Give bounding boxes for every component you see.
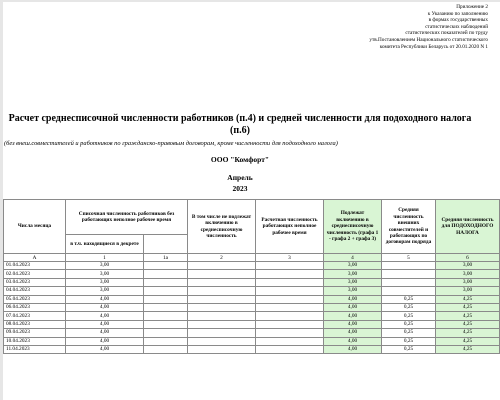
headcount-table [3, 199, 500, 354]
income-tax-cell[interactable]: 4,25 [436, 337, 500, 345]
included-cell[interactable]: 4,00 [324, 312, 382, 320]
table-row [4, 320, 500, 328]
date-cell[interactable]: 04.04.2023 [4, 287, 66, 295]
on-leave-cell[interactable] [144, 287, 188, 295]
list-count-cell[interactable]: 3,00 [66, 270, 144, 278]
external-cell[interactable] [382, 278, 436, 286]
header-list-count: Списочная численность работников без работающих неполное рабочее время [66, 200, 188, 235]
part-time-cell[interactable] [256, 303, 324, 311]
included-cell[interactable]: 4,00 [324, 303, 382, 311]
table-row [4, 295, 500, 303]
table-row [4, 270, 500, 278]
header-income-tax: Средняя численность для ПОДОХОДНОГО НАЛОГА [436, 200, 500, 254]
table-row [4, 303, 500, 311]
part-time-cell[interactable] [256, 312, 324, 320]
date-cell[interactable]: 09.04.2023 [4, 329, 66, 337]
appendix-line: в формах государственных [428, 17, 488, 24]
external-cell[interactable] [382, 287, 436, 295]
col-number: 3 [256, 254, 324, 262]
excluded-cell[interactable] [188, 320, 256, 328]
date-cell[interactable]: 03.04.2023 [4, 278, 66, 286]
appendix-line: Приложение 2 [456, 4, 488, 10]
included-cell[interactable]: 4,00 [324, 320, 382, 328]
external-cell[interactable]: 0,25 [382, 329, 436, 337]
report-subtitle: (без внеш.совместителей и работников по гражданско-правовым договорам, кроме численности для подоходного налога) [4, 140, 338, 147]
excluded-cell[interactable] [188, 287, 256, 295]
part-time-cell[interactable] [256, 278, 324, 286]
external-cell[interactable]: 0,25 [382, 295, 436, 303]
date-cell[interactable]: 10.04.2023 [4, 337, 66, 345]
on-leave-cell[interactable] [144, 278, 188, 286]
income-tax-cell[interactable]: 3,00 [436, 278, 500, 286]
part-time-cell[interactable] [256, 329, 324, 337]
part-time-cell[interactable] [256, 270, 324, 278]
appendix-line: статистических наблюдений [425, 23, 488, 30]
list-count-cell[interactable]: 4,00 [66, 320, 144, 328]
date-cell[interactable]: 02.04.2023 [4, 270, 66, 278]
header-on-leave: в т.ч. находящиеся в декрете [66, 235, 144, 254]
external-cell[interactable]: 0,25 [382, 303, 436, 311]
included-cell[interactable]: 3,00 [324, 262, 382, 270]
on-leave-cell[interactable] [144, 312, 188, 320]
header-date: Числа месяца [4, 200, 66, 254]
external-cell[interactable]: 0,25 [382, 320, 436, 328]
report-month: Апрель [227, 173, 253, 182]
external-cell[interactable]: 0,25 [382, 337, 436, 345]
list-count-cell[interactable]: 4,00 [66, 312, 144, 320]
excluded-cell[interactable] [188, 337, 256, 345]
income-tax-cell[interactable]: 4,25 [436, 295, 500, 303]
appendix-line: к Указанию по заполнению [427, 10, 488, 17]
part-time-cell[interactable] [256, 295, 324, 303]
appendix-line: комитета Республики Беларусь от 20.01.2020 N 1 [379, 43, 488, 50]
list-count-cell[interactable]: 4,00 [66, 303, 144, 311]
date-cell[interactable]: 01.04.2023 [4, 262, 66, 270]
excluded-cell[interactable] [188, 278, 256, 286]
income-tax-cell[interactable]: 3,00 [436, 262, 500, 270]
appendix-line: статистических показателей по труду [405, 30, 488, 37]
included-cell[interactable]: 4,00 [324, 295, 382, 303]
list-count-cell[interactable]: 4,00 [66, 345, 144, 353]
table-row [4, 329, 500, 337]
date-cell[interactable]: 05.04.2023 [4, 295, 66, 303]
date-cell[interactable]: 07.04.2023 [4, 312, 66, 320]
income-tax-cell[interactable]: 4,25 [436, 303, 500, 311]
date-cell[interactable]: 08.04.2023 [4, 320, 66, 328]
list-count-cell[interactable]: 3,00 [66, 278, 144, 286]
table-row [4, 337, 500, 345]
table-row [4, 345, 500, 353]
included-cell[interactable]: 3,00 [324, 287, 382, 295]
excluded-cell[interactable] [188, 295, 256, 303]
external-cell[interactable]: 0,25 [382, 312, 436, 320]
col-number: 5 [382, 254, 436, 262]
included-cell[interactable]: 4,00 [324, 337, 382, 345]
table-row [4, 278, 500, 286]
income-tax-cell[interactable]: 4,25 [436, 320, 500, 328]
col-number: 2 [188, 254, 256, 262]
part-time-cell[interactable] [256, 320, 324, 328]
appendix-line: утв.Постановлением Национального статистического [369, 36, 488, 43]
excluded-cell[interactable] [188, 329, 256, 337]
sheet-top-gridline [0, 0, 500, 2]
report-year: 2023 [232, 184, 248, 193]
on-leave-cell[interactable] [144, 337, 188, 345]
on-leave-cell[interactable] [144, 320, 188, 328]
excluded-cell[interactable] [188, 270, 256, 278]
on-leave-cell[interactable] [144, 295, 188, 303]
list-count-cell[interactable]: 3,00 [66, 262, 144, 270]
list-count-cell[interactable]: 4,00 [66, 295, 144, 303]
part-time-cell[interactable] [256, 337, 324, 345]
income-tax-cell[interactable]: 4,25 [436, 312, 500, 320]
table-row [4, 262, 500, 270]
list-count-cell[interactable]: 4,00 [66, 337, 144, 345]
header-included: Подлежат включению в среднесписочную численность (графа 1 - графа 2 + графа 3) [324, 200, 382, 254]
excluded-cell[interactable] [188, 262, 256, 270]
header-excluded: В том числе не подлежат включению в среднесписочную численность [188, 200, 256, 254]
list-count-cell[interactable]: 3,00 [66, 287, 144, 295]
table-row [4, 287, 500, 295]
header-external: Средняя численность внешних совместителей и работающих по договорам подряда [382, 200, 436, 254]
table-row [4, 312, 500, 320]
external-cell[interactable]: 0,25 [382, 345, 436, 353]
organization-name: ООО "Комфорт" [210, 155, 270, 164]
part-time-cell[interactable] [256, 287, 324, 295]
on-leave-cell[interactable] [144, 262, 188, 270]
col-number: A [4, 254, 66, 262]
excluded-cell[interactable] [188, 345, 256, 353]
included-cell[interactable]: 3,00 [324, 278, 382, 286]
external-cell[interactable] [382, 270, 436, 278]
income-tax-cell[interactable]: 3,00 [436, 270, 500, 278]
on-leave-cell[interactable] [144, 329, 188, 337]
date-cell[interactable]: 06.04.2023 [4, 303, 66, 311]
appendix-note [258, 4, 488, 50]
income-tax-cell[interactable]: 3,00 [436, 287, 500, 295]
external-cell[interactable] [382, 262, 436, 270]
col-number: 4 [324, 254, 382, 262]
on-leave-cell[interactable] [144, 270, 188, 278]
col-number: 6 [436, 254, 500, 262]
excluded-cell[interactable] [188, 312, 256, 320]
income-tax-cell[interactable]: 4,25 [436, 329, 500, 337]
on-leave-cell[interactable] [144, 303, 188, 311]
included-cell[interactable]: 4,00 [324, 329, 382, 337]
list-count-cell[interactable]: 4,00 [66, 329, 144, 337]
table-body [4, 262, 500, 354]
part-time-cell[interactable] [256, 345, 324, 353]
included-cell[interactable]: 4,00 [324, 345, 382, 353]
col-number: 1а [144, 254, 188, 262]
report-title: Расчет среднесписочной численности работников (п.4) и средней численности для подоходного налога (п.6) [8, 113, 472, 136]
col-number: 1 [66, 254, 144, 262]
header-part-time: Расчетная численность работающих неполное рабочее время [256, 200, 324, 254]
income-tax-cell[interactable]: 4,25 [436, 345, 500, 353]
included-cell[interactable]: 3,00 [324, 270, 382, 278]
date-cell[interactable]: 11.04.2023 [4, 345, 66, 353]
excluded-cell[interactable] [188, 303, 256, 311]
part-time-cell[interactable] [256, 262, 324, 270]
on-leave-cell[interactable] [144, 345, 188, 353]
